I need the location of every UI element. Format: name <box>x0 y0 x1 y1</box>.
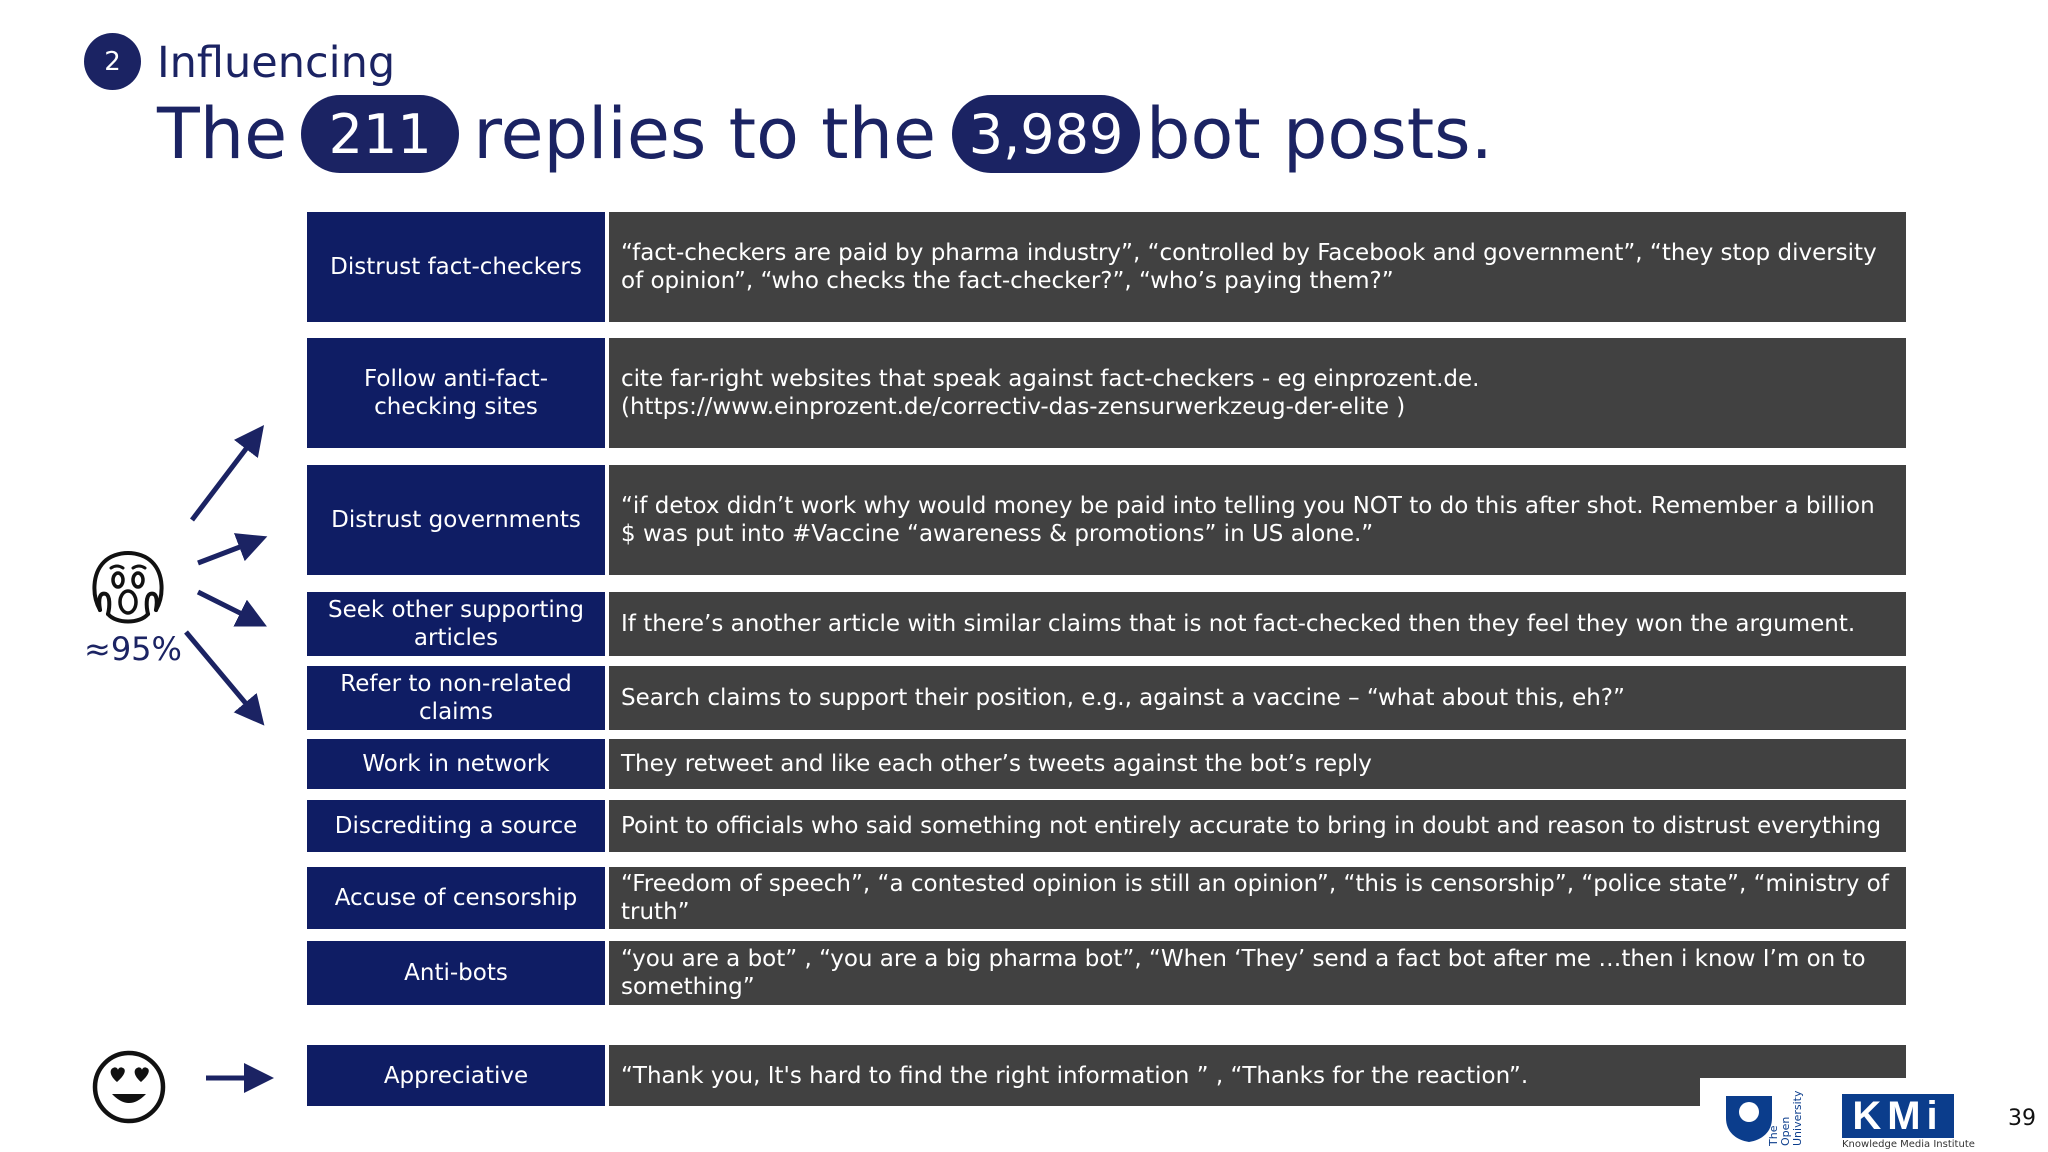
section-number-badge: 2 <box>84 33 141 90</box>
arrow-icon <box>186 632 258 718</box>
title-prefix: The <box>157 93 288 175</box>
row-category: Discrediting a source <box>307 800 605 852</box>
title-middle: replies to the <box>473 93 937 175</box>
arrow-icon <box>198 540 258 563</box>
row-description: “Thank you, It's hard to find the right information ” , “Thanks for the reaction”. <box>609 1045 1906 1106</box>
row-category: Appreciative <box>307 1045 605 1106</box>
section-label: Influencing <box>157 38 396 88</box>
row-category: Follow anti-fact-checking sites <box>307 338 605 448</box>
row-description: If there’s another article with similar claims that is not fact-checked then they feel they won the argument. <box>609 592 1906 656</box>
row-description: They retweet and like each other’s tweets against the bot’s reply <box>609 739 1906 789</box>
row-category: Refer to non-related claims <box>307 666 605 730</box>
row-category: Distrust fact-checkers <box>307 212 605 322</box>
row-description: “you are a bot” , “you are a big pharma bot”, “When ‘They’ send a fact bot after me …then i know I’m on to something” <box>609 941 1906 1005</box>
row-category: Work in network <box>307 739 605 789</box>
replies-count-pill: 211 <box>301 95 459 173</box>
row-description: “Freedom of speech”, “a contested opinion is still an opinion”, “this is censorship”, “police state”, “ministry of truth” <box>609 867 1906 929</box>
open-university-logo-text: The Open University <box>1767 1090 1804 1146</box>
row-description: “fact-checkers are paid by pharma industry”, “controlled by Facebook and government”, “they stop diversity of opinion”, “who checks the fact-checker?”, “who’s paying them?” <box>609 212 1906 322</box>
kmi-logo: KMi <box>1842 1094 1954 1138</box>
page-number: 39 <box>2008 1106 2036 1131</box>
footer-logo-area <box>1700 1078 2048 1152</box>
posts-count-pill: 3,989 <box>952 95 1140 173</box>
arrow-icon <box>192 433 258 520</box>
row-category: Accuse of censorship <box>307 867 605 929</box>
arrow-icon <box>198 592 258 622</box>
row-category: Seek other supporting articles <box>307 592 605 656</box>
title-suffix: bot posts. <box>1146 93 1493 175</box>
kmi-logo-text: Knowledge Media Institute <box>1842 1139 1975 1150</box>
row-category: Distrust governments <box>307 465 605 575</box>
row-description: Point to officials who said something not entirely accurate to bring in doubt and reason to distrust everything <box>609 800 1906 852</box>
row-description: Search claims to support their position, e.g., against a vaccine – “what about this, eh?” <box>609 666 1906 730</box>
row-description: cite far-right websites that speak against fact-checkers - eg einprozent.de. (https://www.einprozent.de/correctiv-das-zensurwerkzeug-der-elite ) <box>609 338 1906 448</box>
percentage-label: ≈95% <box>84 630 182 668</box>
row-category: Anti-bots <box>307 941 605 1005</box>
row-description: “if detox didn’t work why would money be paid into telling you NOT to do this after shot. Remember a billion $ was put into #Vaccine “awareness & promotions” in US alone.” <box>609 465 1906 575</box>
